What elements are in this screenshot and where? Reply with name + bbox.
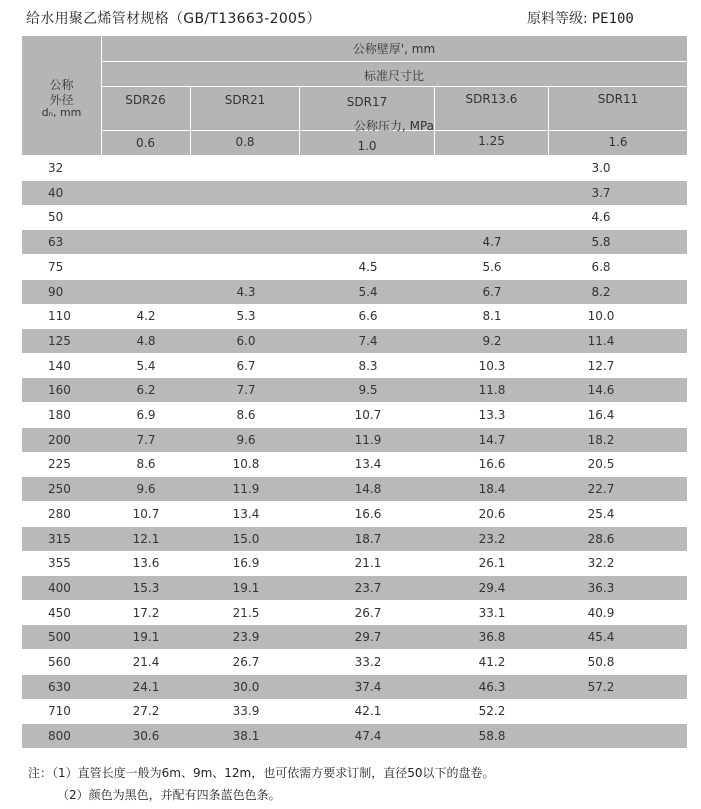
- od-cell: 355: [48, 556, 71, 571]
- od-cell: 32: [48, 161, 64, 175]
- od-cell: 160: [48, 383, 71, 398]
- table-row: [22, 156, 687, 180]
- thickness-cell: 7.7: [136, 432, 156, 447]
- thickness-cell: 6.2: [136, 383, 156, 398]
- thickness-cell: 33.9: [232, 704, 260, 719]
- od-cell: 400: [48, 580, 71, 595]
- thickness-cell: 5.3: [236, 309, 256, 324]
- thickness-cell: 4.5: [358, 259, 378, 274]
- table-row: [22, 551, 687, 575]
- thickness-cell: 57.2: [587, 679, 615, 694]
- thickness-cell: 7.7: [236, 383, 256, 398]
- material-grade-label: 原料等级:: [527, 11, 588, 27]
- od-cell: 560: [48, 655, 71, 669]
- thickness-cell: [102, 255, 190, 279]
- thickness-cell: 47.4: [354, 729, 382, 744]
- thickness-cell: 12.1: [132, 531, 160, 546]
- thickness-cell: 10.7: [354, 408, 382, 422]
- thickness-cell: [102, 181, 190, 205]
- od-cell: 180: [48, 408, 71, 422]
- thickness-cell: 14.6: [587, 383, 615, 398]
- table-row: [22, 329, 687, 353]
- pressure-col-value: 0.6: [135, 136, 156, 150]
- thickness-cell: 21.1: [354, 556, 382, 571]
- thickness-cell: 21.5: [232, 605, 260, 620]
- thickness-cell: [302, 181, 434, 205]
- thickness-cell: 13.4: [232, 506, 260, 521]
- thickness-cell: [102, 205, 190, 229]
- od-header-line3: dₙ, mm: [41, 106, 82, 119]
- thickness-cell: 33.2: [354, 655, 382, 669]
- note-line-1: 注：（1）直管长度一般为6m、9m、12m，也可依需方要求订制，直径50以下的盘卷。: [28, 766, 495, 780]
- thickness-cell: 5.6: [482, 259, 502, 274]
- od-cell: 110: [48, 309, 71, 324]
- thickness-cell: 16.6: [354, 506, 382, 521]
- table-row: [22, 650, 687, 674]
- thickness-cell: 29.7: [354, 630, 382, 645]
- thickness-cell: 4.6: [591, 210, 611, 225]
- thickness-cell: 11.9: [354, 432, 382, 447]
- od-header-line1: 公称: [49, 78, 74, 92]
- sdr-header: 标准尺寸比: [363, 69, 424, 83]
- thickness-cell: 9.6: [236, 432, 256, 447]
- thickness-cell: 4.3: [236, 284, 256, 299]
- thickness-cell: 9.5: [358, 383, 378, 398]
- thickness-cell: 10.0: [587, 309, 615, 324]
- pressure-col-value: 1.25: [478, 134, 505, 148]
- table-row: [22, 675, 687, 699]
- thickness-cell: 19.1: [232, 580, 260, 595]
- table-row: [22, 527, 687, 551]
- thickness-cell: 3.7: [591, 185, 611, 200]
- thickness-cell: [102, 280, 190, 304]
- od-cell: 250: [48, 482, 71, 497]
- table-row: [22, 724, 687, 748]
- thickness-cell: 10.7: [132, 506, 160, 521]
- thickness-cell: 12.7: [587, 358, 615, 373]
- thickness-cell: 40.9: [587, 605, 615, 620]
- thickness-cell: 4.7: [482, 235, 502, 250]
- table-row: [22, 230, 687, 254]
- thickness-cell: 38.1: [232, 729, 260, 744]
- thickness-cell: [436, 156, 548, 180]
- thickness-cell: 33.1: [478, 605, 506, 620]
- thickness-cell: 30.0: [232, 679, 260, 694]
- thickness-cell: 36.3: [587, 580, 615, 595]
- page-title: 给水用聚乙烯管材规格（GB/T13663-2005）: [26, 11, 321, 27]
- table-row: [22, 576, 687, 600]
- header-divider: [101, 61, 687, 62]
- thickness-cell: 25.4: [587, 506, 615, 521]
- od-cell: 125: [48, 333, 71, 348]
- thickness-cell: 52.2: [478, 704, 506, 719]
- thickness-cell: 13.6: [132, 556, 160, 571]
- thickness-cell: 8.2: [591, 284, 611, 299]
- thickness-cell: [550, 699, 652, 723]
- thickness-cell: 8.3: [358, 358, 378, 373]
- thickness-cell: 10.3: [478, 358, 506, 373]
- thickness-cell: [302, 230, 434, 254]
- thickness-cell: 50.8: [587, 655, 615, 669]
- od-cell: 40: [48, 185, 64, 200]
- thickness-cell: 17.2: [132, 605, 160, 620]
- thickness-cell: 21.4: [132, 655, 160, 669]
- thickness-cell: 15.3: [132, 580, 160, 595]
- thickness-cell: [302, 156, 434, 180]
- material-grade-value: PE100: [591, 11, 634, 27]
- table-row: [22, 403, 687, 427]
- thickness-cell: 37.4: [354, 679, 382, 694]
- thickness-cell: [192, 156, 300, 180]
- thickness-cell: 8.6: [236, 408, 256, 422]
- thickness-cell: 16.6: [478, 457, 506, 472]
- sdr-col-label: SDR26: [125, 93, 166, 107]
- thickness-cell: 9.6: [136, 482, 156, 497]
- od-cell: 280: [48, 506, 71, 521]
- thickness-cell: 7.4: [358, 333, 378, 348]
- thickness-cell: [102, 156, 190, 180]
- sdr-col-label: SDR13.6: [465, 92, 518, 106]
- thickness-cell: 11.8: [478, 383, 506, 398]
- thickness-cell: 19.1: [132, 630, 160, 645]
- thickness-cell: 42.1: [354, 704, 382, 719]
- thickness-cell: 18.2: [587, 432, 615, 447]
- sdr-col-label: SDR21: [224, 93, 266, 107]
- thickness-cell: 29.4: [478, 580, 506, 595]
- thickness-cell: 5.4: [136, 358, 156, 373]
- thickness-cell: 16.9: [232, 556, 260, 571]
- thickness-cell: 4.2: [136, 309, 156, 324]
- thickness-cell: 15.0: [232, 531, 260, 546]
- od-cell: 90: [48, 284, 64, 299]
- thickness-cell: 6.6: [358, 309, 378, 324]
- od-cell: 315: [48, 531, 71, 546]
- table-row: [22, 255, 687, 279]
- thickness-cell: 18.7: [354, 531, 382, 546]
- thickness-cell: 4.8: [136, 333, 156, 348]
- thickness-cell: 14.7: [478, 432, 506, 447]
- od-cell: 140: [48, 358, 71, 373]
- thickness-cell: 16.4: [587, 408, 615, 422]
- table-row: [22, 304, 687, 328]
- thickness-cell: 22.7: [587, 482, 615, 497]
- table-row: [22, 428, 687, 452]
- od-cell: 63: [48, 235, 64, 250]
- thickness-cell: 36.8: [478, 630, 506, 645]
- table-row: [22, 477, 687, 501]
- thickness-cell: 45.4: [587, 630, 615, 645]
- thickness-cell: [436, 205, 548, 229]
- table-row: [22, 378, 687, 402]
- thickness-cell: 9.2: [482, 333, 502, 348]
- wall-thickness-header: 公称壁厚', mm: [352, 42, 436, 56]
- thickness-cell: [192, 181, 300, 205]
- thickness-cell: 13.3: [478, 408, 506, 422]
- note-line-2: （2）颜色为黑色，并配有四条蓝色色条。: [57, 788, 281, 802]
- thickness-cell: 6.7: [236, 358, 256, 373]
- thickness-cell: 11.4: [587, 333, 615, 348]
- thickness-cell: 26.7: [354, 605, 382, 620]
- material-grade: [527, 8, 634, 28]
- table-row: [22, 601, 687, 625]
- table-row: [22, 205, 687, 229]
- pressure-col-value: 1.6: [608, 135, 628, 149]
- table-row: [22, 181, 687, 205]
- od-cell: 75: [48, 259, 64, 274]
- thickness-cell: 6.0: [236, 333, 256, 348]
- table-row: [22, 502, 687, 526]
- thickness-cell: 18.4: [478, 482, 506, 497]
- thickness-cell: 26.1: [478, 556, 506, 571]
- od-cell: 800: [48, 729, 71, 744]
- table-row: [22, 452, 687, 476]
- thickness-cell: 26.7: [232, 655, 260, 669]
- thickness-cell: 14.8: [354, 482, 382, 497]
- thickness-cell: 5.8: [591, 235, 611, 250]
- thickness-cell: 23.9: [232, 630, 260, 645]
- thickness-cell: 58.8: [478, 729, 506, 744]
- pressure-header: 公称压力, MPa: [353, 119, 435, 133]
- thickness-cell: 6.9: [136, 408, 156, 422]
- thickness-cell: [192, 205, 300, 229]
- od-cell: 450: [48, 605, 71, 620]
- od-cell: 50: [48, 210, 64, 225]
- thickness-cell: 11.9: [232, 482, 260, 497]
- sdr-col-label: SDR11: [597, 92, 639, 106]
- thickness-cell: 24.1: [132, 679, 160, 694]
- thickness-cell: 30.6: [132, 729, 160, 744]
- thickness-cell: [436, 181, 548, 205]
- thickness-cell: 23.7: [354, 580, 382, 595]
- thickness-cell: 23.2: [478, 531, 506, 546]
- thickness-cell: 5.4: [358, 284, 378, 299]
- pressure-col-value: 1.0: [357, 139, 377, 153]
- od-cell: 630: [48, 679, 71, 694]
- thickness-cell: 20.6: [478, 506, 506, 521]
- sdr-col-label: SDR17: [346, 95, 388, 109]
- thickness-cell: [192, 230, 300, 254]
- table-row: [22, 354, 687, 378]
- table-row: [22, 280, 687, 304]
- header-divider: [101, 86, 687, 87]
- table-row: [22, 699, 687, 723]
- thickness-cell: 27.2: [132, 704, 160, 719]
- thickness-cell: 6.8: [591, 259, 611, 274]
- thickness-cell: 3.0: [591, 161, 611, 175]
- thickness-cell: 8.1: [482, 309, 502, 324]
- thickness-cell: 46.3: [478, 679, 506, 694]
- thickness-cell: 28.6: [587, 531, 615, 546]
- thickness-cell: 6.7: [482, 284, 502, 299]
- thickness-cell: 41.2: [478, 655, 506, 669]
- table-row: [22, 625, 687, 649]
- od-cell: 500: [48, 630, 71, 645]
- thickness-cell: [550, 724, 652, 748]
- thickness-cell: 32.2: [587, 556, 615, 571]
- thickness-cell: 20.5: [587, 457, 615, 472]
- thickness-cell: [192, 255, 300, 279]
- thickness-cell: [102, 230, 190, 254]
- od-cell: 710: [48, 704, 71, 719]
- od-header-line2: 外径: [49, 93, 74, 107]
- od-cell: 200: [48, 432, 71, 447]
- thickness-cell: 10.8: [232, 457, 260, 472]
- od-cell: 225: [48, 457, 71, 472]
- thickness-cell: 13.4: [354, 457, 382, 472]
- thickness-cell: [302, 205, 434, 229]
- thickness-cell: 8.6: [136, 457, 156, 472]
- pressure-col-value: 0.8: [235, 135, 255, 149]
